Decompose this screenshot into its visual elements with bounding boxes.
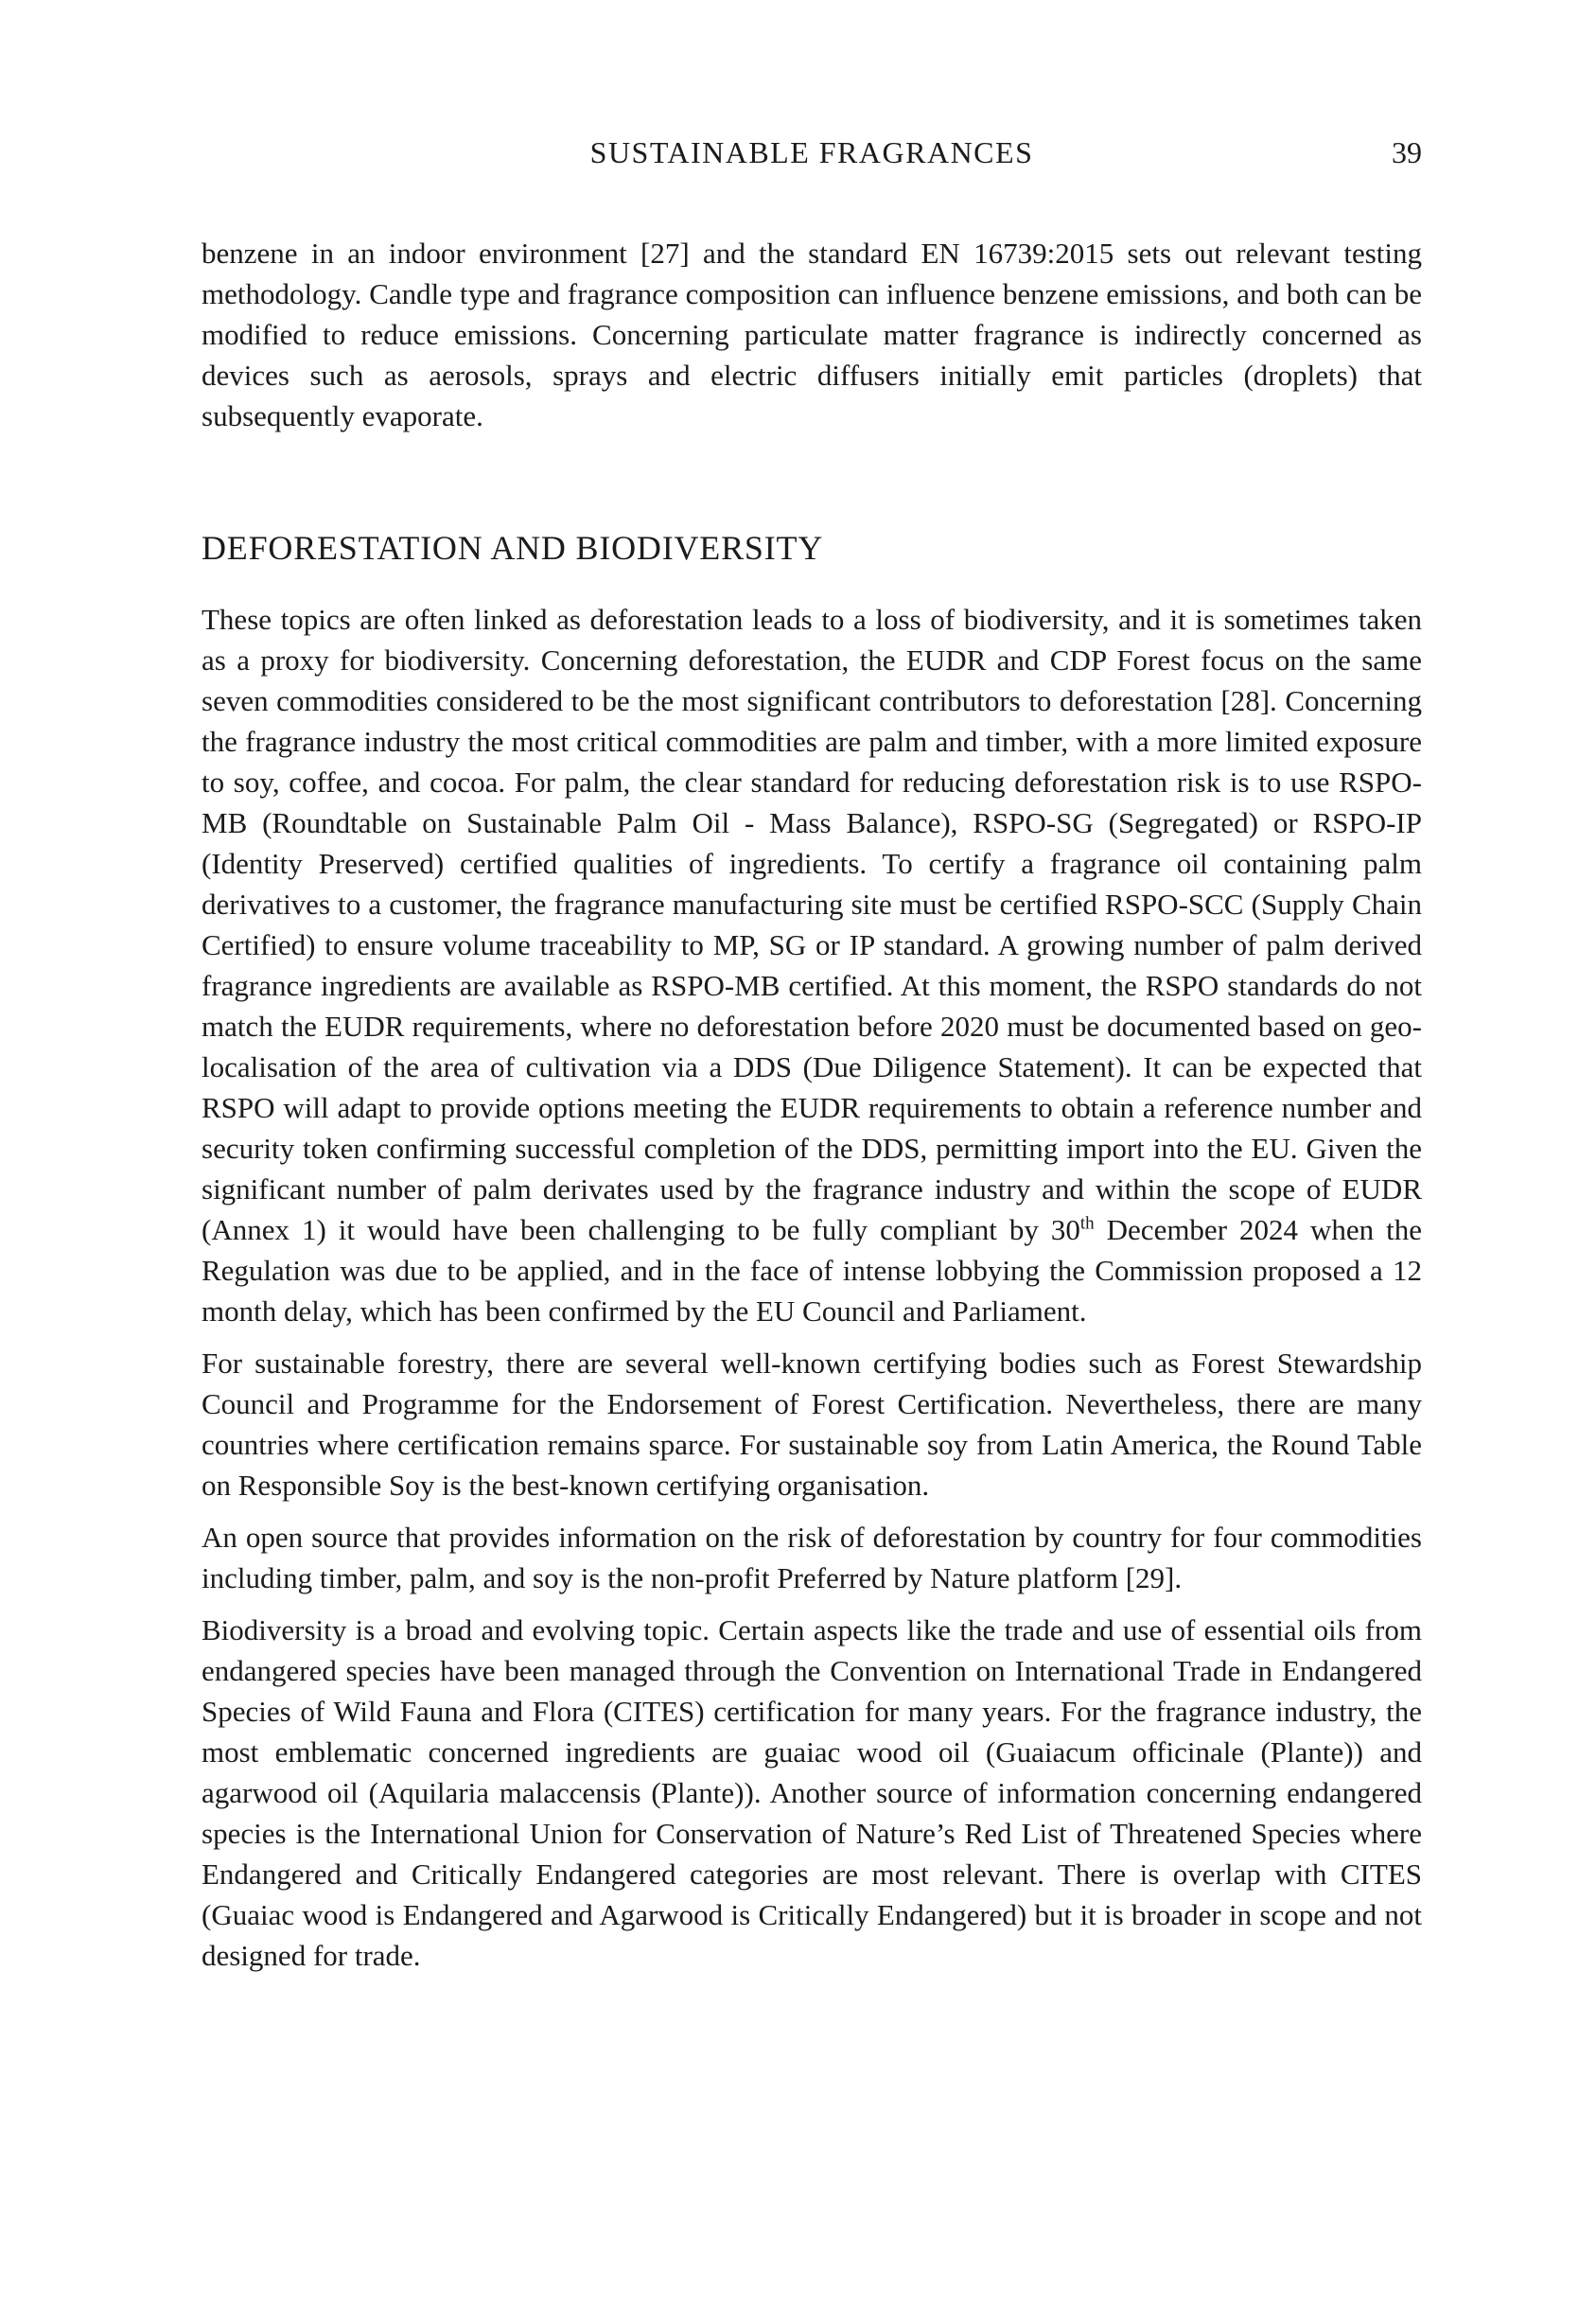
body-paragraph: An open source that provides information on the risk of deforestation by country for four commodities including timber, palm, and soy is the non-profit Preferred by Nature platform [29]. bbox=[202, 1521, 1422, 1594]
section-heading: DEFORESTATION AND BIODIVERSITY bbox=[202, 529, 824, 567]
body-paragraph bbox=[202, 599, 1422, 1331]
paragraph-text-before-superscript: These topics are often linked as deforestation leads to a loss of biodiversity, and it is sometimes taken as a proxy for biodiversity. Concerning deforestation, the EUDR and CDP Forest focus on the same seven commodities considered to be the most significant contributors to deforestation [28]. Concerning the fragrance industry the most critical commodities are palm and timber, with a more limited exposure to soy, coffee, and cocoa. For palm, the clear standard for reducing deforestation risk is to use RSPO-MB (Roundtable on Sustainable Palm Oil - Mass Balance), RSPO-SG (Segregated) or RSPO-IP (Identity Preserved) certified qualities of ingredients. To certify a fragrance oil containing palm derivatives to a customer, the fragrance manufacturing site must be certified RSPO-SCC (Supply Chain Certified) to ensure volume traceability to MP, SG or IP standard. A growing number of palm derived fragrance ingredients are available as RSPO-MB certified. At this moment, the RSPO standards do not match the EUDR requirements, where no deforestation before 2020 must be documented based on geo-localisation of the area of cultivation via a DDS (Due Diligence Statement). It can be expected that RSPO will adapt to provide options meeting the EUDR requirements to obtain a reference number and security token confirming successful completion of the DDS, permitting import into the EU. Given the significant number of palm derivates used by the fragrance industry and within the scope of EUDR (Annex 1) it would have been challenging to be fully compliant by 30 bbox=[202, 603, 1422, 1246]
running-header-title: SUSTAINABLE FRAGRANCES bbox=[589, 135, 1034, 169]
text-column bbox=[202, 0, 1422, 1976]
body-paragraph: For sustainable forestry, there are several well-known certifying bodies such as Forest Stewardship Council and Programme for the Endorsement of Forest Certification. Nevertheless, there are many countries where certification remains sparce. For sustainable soy from Latin America, the Round Table on Responsible Soy is the best-known certifying organisation. bbox=[202, 1347, 1422, 1502]
page-number: 39 bbox=[1392, 135, 1422, 169]
body-paragraph: Biodiversity is a broad and evolving topic. Certain aspects like the trade and use of essential oils from endangered species have been managed through the Convention on International Trade in Endangered Species of Wild Fauna and Flora (CITES) certification for many years. For the fragrance industry, the most emblematic concerned ingredients are guaiac wood oil (Guaiacum officinale (Plante)) and agarwood oil (Aquilaria malaccensis (Plante)). Another source of information concerning endangered species is the International Union for Conservation of Nature’s Red List of Threatened Species where Endangered and Critically Endangered categories are most relevant. There is overlap with CITES (Guaiac wood is Endangered and Agarwood is Critically Endangered) but it is broader in scope and not designed for trade. bbox=[202, 1613, 1422, 1972]
paragraph-text-after-superscript: December 2024 when the Regulation was due to be applied, and in the face of intense lobbying the Commission proposed a 12 month delay, which has been confirmed by the EU Council and Parliament. bbox=[202, 1213, 1422, 1328]
superscript-ordinal: th bbox=[1079, 1213, 1095, 1234]
intro-paragraph: benzene in an indoor environment [27] and the standard EN 16739:2015 sets out relevant testing methodology. Candle type and fragrance composition can influence benzene emissions, and both can be modified to reduce emissions. Concerning particulate matter fragrance is indirectly concerned as devices such as aerosols, sprays and electric diffusers initially emit particles (droplets) that subsequently evaporate. bbox=[202, 237, 1422, 432]
running-header bbox=[202, 0, 1422, 172]
